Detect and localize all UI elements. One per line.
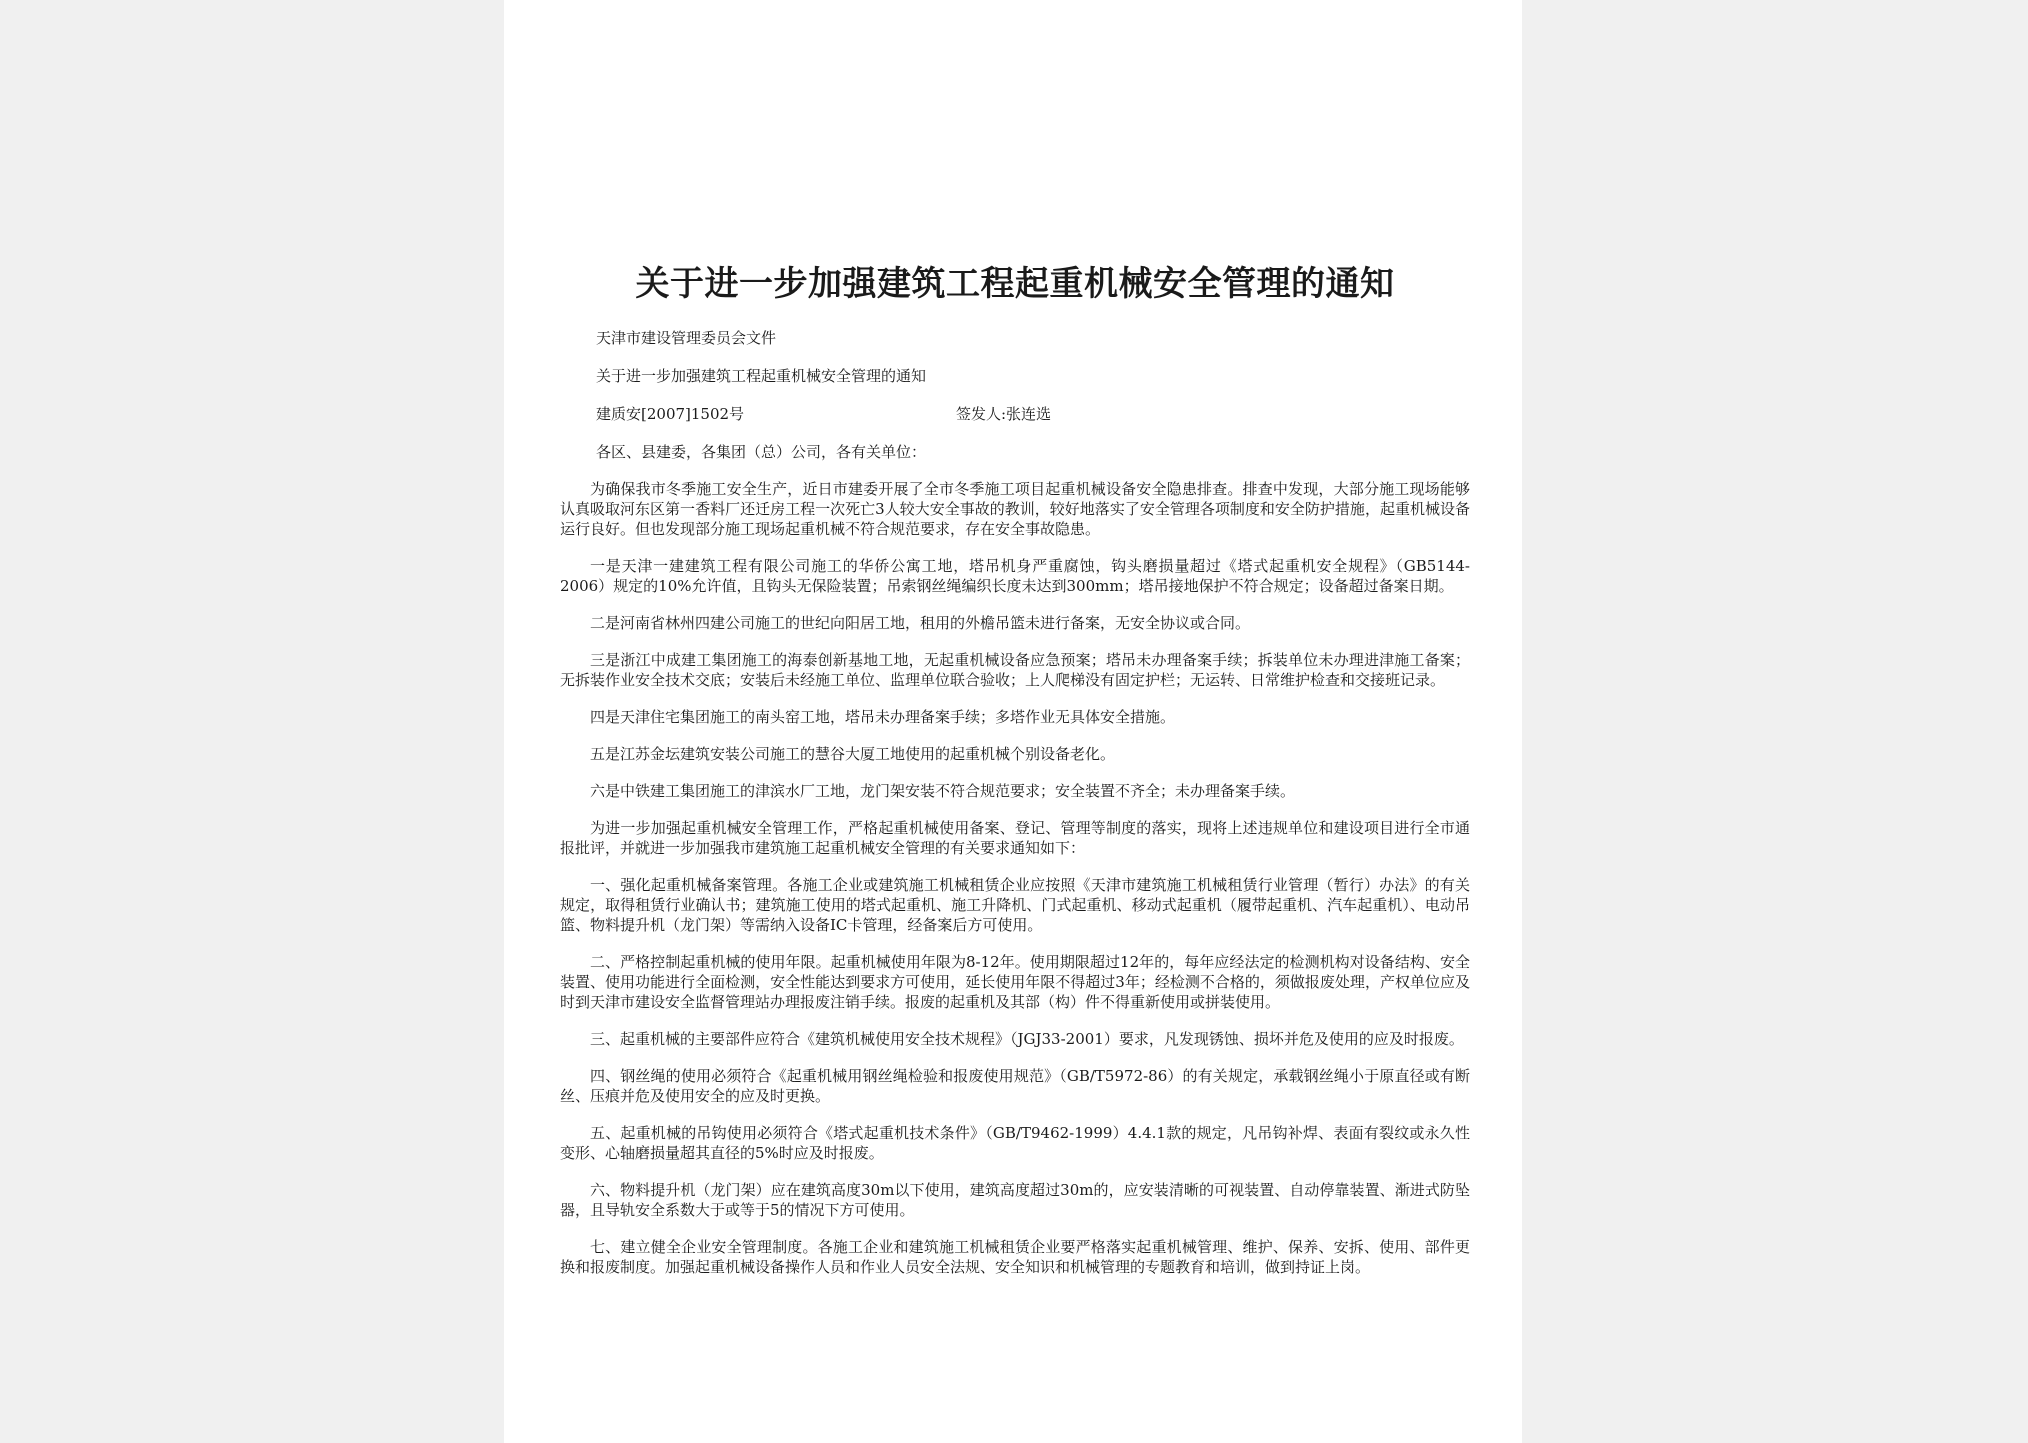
body-paragraph: 为确保我市冬季施工安全生产，近日市建委开展了全市冬季施工项目起重机械设备安全隐患排查。排查中发现，大部分施工现场能够认真吸取河东区第一香料厂还迁房工程一次死亡3人较大安全事故的教训，较好地落实了安全管理各项制度和安全防护措施，起重机械设备运行良好。但也发现部分施工现场起重机械不符合规范要求，存在安全事故隐患。 [560, 480, 1470, 538]
body-paragraph: 六、物料提升机（龙门架）应在建筑高度30m以下使用，建筑高度超过30m的，应安装清晰的可视装置、自动停靠装置、渐进式防坠器，且导轨安全系数大于或等于5的情况下方可使用。 [560, 1181, 1470, 1219]
body-paragraph: 四是天津住宅集团施工的南头窑工地，塔吊未办理备案手续；多塔作业无具体安全措施。 [590, 708, 1176, 726]
body-paragraph: 为进一步加强起重机械安全管理工作，严格起重机械使用备案、登记、管理等制度的落实，现将上述违规单位和建设项目进行全市通报批评，并就进一步加强我市建筑施工起重机械安全管理的有关要求通知如下： [560, 819, 1470, 857]
body-paragraph: 三、起重机械的主要部件应符合《建筑机械使用安全技术规程》（JGJ33-2001）要求，凡发现锈蚀、损坏并危及使用的应及时报废。 [590, 1030, 1464, 1048]
document-content [560, 262, 1470, 1294]
subtitle-line: 关于进一步加强建筑工程起重机械安全管理的通知 [596, 367, 927, 385]
body-paragraph: 七、建立健全企业安全管理制度。各施工企业和建筑施工机械租赁企业要严格落实起重机械管理、维护、保养、安拆、使用、部件更换和报废制度。加强起重机械设备操作人员和作业人员安全法规、安全知识和机械管理的专题教育和培训，做到持证上岗。 [560, 1238, 1470, 1276]
document-page [504, 0, 1522, 1443]
document-title: 关于进一步加强建筑工程起重机械安全管理的通知 [635, 264, 1395, 304]
salutation: 各区、县建委，各集团（总）公司，各有关单位： [596, 443, 927, 461]
signer: 签发人:张连选 [956, 405, 1052, 423]
body-paragraph: 四、钢丝绳的使用必须符合《起重机械用钢丝绳检验和报废使用规范》（GB/T5972-86）的有关规定，承载钢丝绳小于原直径或有断丝、压痕并危及使用安全的应及时更换。 [560, 1067, 1470, 1105]
doc-number-row [596, 404, 1470, 424]
body-paragraph: 六是中铁建工集团施工的津滨水厂工地，龙门架安装不符合规范要求；安全装置不齐全；未办理备案手续。 [590, 782, 1296, 800]
body-paragraph: 五、起重机械的吊钩使用必须符合《塔式起重机技术条件》（GB/T9462-1999）4.4.1款的规定，凡吊钩补焊、表面有裂纹或永久性变形、心轴磨损量超其直径的5%时应及时报废。 [560, 1124, 1470, 1162]
doc-number: 建质安[2007]1502号 [596, 405, 745, 423]
body-paragraph: 五是江苏金坛建筑安装公司施工的慧谷大厦工地使用的起重机械个别设备老化。 [590, 745, 1116, 763]
body-paragraph: 二、严格控制起重机械的使用年限。起重机械使用年限为8-12年。使用期限超过12年的，每年应经法定的检测机构对设备结构、安全装置、使用功能进行全面检测，安全性能达到要求方可使用，延长使用年限不得超过3年；经检测不合格的，须做报废处理，产权单位应及时到天津市建设安全监督管理站办理报废注销手续。报废的起重机及其部（构）件不得重新使用或拼装使用。 [560, 953, 1470, 1011]
body-paragraph: 三是浙江中成建工集团施工的海泰创新基地工地，无起重机械设备应急预案；塔吊未办理备案手续；拆装单位未办理进津施工备案；无拆装作业安全技术交底；安装后未经施工单位、监理单位联合验收；上人爬梯没有固定护栏；无运转、日常维护检查和交接班记录。 [560, 651, 1470, 689]
body-paragraph: 一是天津一建建筑工程有限公司施工的华侨公寓工地，塔吊机身严重腐蚀，钩头磨损量超过《塔式起重机安全规程》（GB5144-2006）规定的10%允许值，且钩头无保险装置；吊索钢丝绳编织长度未达到300mm；塔吊接地保护不符合规定；设备超过备案日期。 [560, 557, 1470, 595]
issuer-line: 天津市建设管理委员会文件 [596, 329, 777, 347]
body-paragraph: 二是河南省林州四建公司施工的世纪向阳居工地，租用的外檐吊篮未进行备案，无安全协议或合同。 [590, 614, 1251, 632]
body-paragraph: 一、强化起重机械备案管理。各施工企业或建筑施工机械租赁企业应按照《天津市建筑施工机械租赁行业管理（暂行）办法》的有关规定，取得租赁行业确认书；建筑施工使用的塔式起重机、施工升降机、门式起重机、移动式起重机（履带起重机、汽车起重机）、电动吊篮、物料提升机（龙门架）等需纳入设备IC卡管理，经备案后方可使用。 [560, 876, 1470, 934]
